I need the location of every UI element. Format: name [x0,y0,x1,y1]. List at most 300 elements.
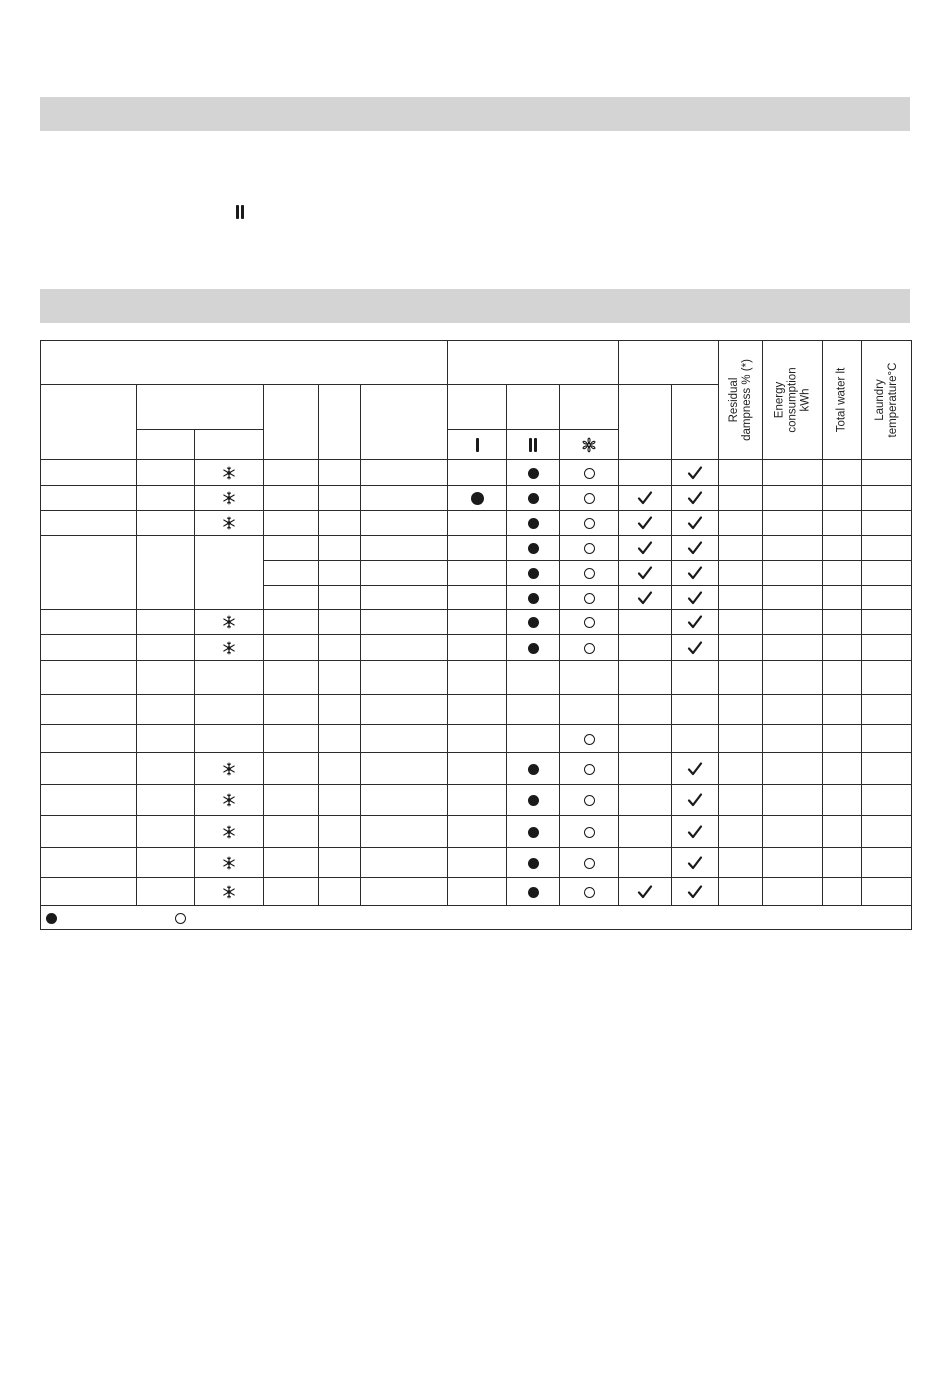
table-cell [41,878,137,906]
table-cell [41,460,137,486]
table-row [41,785,912,816]
filled-dot-icon [528,568,539,579]
table-cell [823,695,862,725]
table-cell [862,816,912,848]
table-cell-option-1 [619,695,672,725]
table-cell [264,561,319,586]
table-cell [763,486,823,511]
hollow-circle-icon [584,827,595,838]
table-row [41,753,912,785]
table-cell [195,536,264,610]
table-cell-level-fan [560,878,619,906]
table-cell-level-2 [507,586,560,610]
table-cell-option-2 [672,635,719,661]
legend-row [41,906,912,930]
header-total-water [823,341,862,460]
table-cell [763,661,823,695]
table-cell-level-1 [448,816,507,848]
total-water-label: Total water lt [835,367,848,433]
table-cell [862,536,912,561]
table-cell [361,511,448,536]
table-cell [763,753,823,785]
table-row [41,460,912,486]
table-cell-level-2 [507,511,560,536]
table-cell [719,725,763,753]
table-cell [823,753,862,785]
table-cell-level-fan [560,635,619,661]
header-cell-programme [41,341,448,385]
hollow-circle-icon [584,493,595,504]
table-cell-level-2 [507,816,560,848]
table-cell [719,878,763,906]
table-cell [361,486,448,511]
table-cell-level-1 [448,635,507,661]
table-cell-option-2 [672,725,719,753]
header-cell [137,430,195,460]
table-cell [41,816,137,848]
header-cell [319,385,361,460]
table-cell [137,816,195,848]
hollow-circle-icon [584,518,595,529]
table-cell [823,586,862,610]
table-cell-option-1 [619,848,672,878]
snowflake-icon [222,793,236,807]
table-cell-option-2 [672,586,719,610]
table-row [41,816,912,848]
snowflake-icon [222,516,236,530]
table-cell [763,586,823,610]
table-cell [41,635,137,661]
table-cell [41,725,137,753]
table-cell [361,725,448,753]
table-cell [319,536,361,561]
table-cell-level-fan [560,460,619,486]
fan-icon [581,437,597,453]
table-cell [137,661,195,695]
table-cell [319,816,361,848]
table-cell-level-2 [507,635,560,661]
table-cell [719,486,763,511]
table-cell-level-2 [507,460,560,486]
table-cell [41,848,137,878]
table-cell-level-2 [507,848,560,878]
snowflake-icon [222,641,236,655]
hollow-circle-icon [584,643,595,654]
table-cell-level-fan [560,848,619,878]
table-cell-level-fan [560,486,619,511]
table-cell-option-2 [672,536,719,561]
table-row [41,725,912,753]
table-cell [862,610,912,635]
table-cell [41,695,137,725]
table-cell [264,460,319,486]
table-cell [763,610,823,635]
table-cell [763,695,823,725]
table-cell [719,753,763,785]
table-cell-level-1 [448,561,507,586]
table-cell-level-1 [448,725,507,753]
table-cell [361,816,448,848]
checkmark-icon [686,490,704,506]
table-cell [41,753,137,785]
header-cell [41,385,137,460]
table-cell [763,635,823,661]
checkmark-icon [636,540,654,556]
header-cell [448,385,507,430]
table-cell [361,536,448,561]
table-cell [41,661,137,695]
table-cell-level-fan [560,785,619,816]
table-cell-option-2 [672,848,719,878]
residual-dampness-label: Residual dampness % (*) [727,359,753,441]
header-cell [560,385,619,430]
table-cell [823,536,862,561]
table-cell [763,848,823,878]
table-cell-option-2 [672,561,719,586]
table-cell-snow [195,725,264,753]
table-cell [264,586,319,610]
table-cell [763,536,823,561]
section-header-bar-1 [40,97,910,131]
table-cell [823,511,862,536]
table-cell [264,785,319,816]
header-cell [361,385,448,460]
table-cell [823,878,862,906]
table-cell [862,725,912,753]
table-cell [361,695,448,725]
table-cell [823,785,862,816]
header-cell [195,430,264,460]
table-cell [719,460,763,486]
table-row [41,511,912,536]
table-cell [264,661,319,695]
table-cell-option-1 [619,878,672,906]
table-cell [319,878,361,906]
section-header-bar-2 [40,289,910,323]
hollow-circle-icon [584,593,595,604]
table-cell [361,635,448,661]
filled-dot-icon [528,858,539,869]
snowflake-icon [222,491,236,505]
double-bar-icon [528,438,538,452]
table-cell-snow [195,816,264,848]
table-cell [41,486,137,511]
table-cell [137,785,195,816]
snowflake-icon [222,615,236,629]
table-cell [319,561,361,586]
table-cell-snow [195,753,264,785]
header-cell-drying-level [448,341,619,385]
hollow-circle-icon [584,764,595,775]
header-cell-options [619,341,719,385]
hollow-circle-icon [584,468,595,479]
table-cell [719,848,763,878]
table-cell [719,511,763,536]
checkmark-icon [686,761,704,777]
table-cell [264,511,319,536]
table-row [41,536,912,561]
table-cell [719,661,763,695]
table-cell [319,486,361,511]
table-cell [319,695,361,725]
table-cell-option-2 [672,753,719,785]
table-cell [264,848,319,878]
table-cell [823,816,862,848]
table-cell-level-fan [560,816,619,848]
checkmark-icon [636,884,654,900]
table-cell-level-2 [507,753,560,785]
table-cell-snow [195,610,264,635]
table-cell [137,848,195,878]
checkmark-icon [636,590,654,606]
checkmark-icon [636,565,654,581]
table-cell [823,486,862,511]
table-cell [823,635,862,661]
table-cell-level-1 [448,511,507,536]
table-cell [319,785,361,816]
table-cell-snow [195,460,264,486]
checkmark-icon [686,540,704,556]
table-cell [264,536,319,561]
header-cell [619,385,672,460]
table-cell-level-fan [560,695,619,725]
table-cell-level-2 [507,536,560,561]
table-cell [763,816,823,848]
table-cell-option-1 [619,753,672,785]
checkmark-icon [686,465,704,481]
table-cell [41,536,137,610]
header-cell [137,385,264,430]
table-cell-level-1 [448,586,507,610]
table-cell [763,460,823,486]
laundry-temperature-label: Laundry temperature°C [873,362,899,438]
table-cell [862,561,912,586]
header-level-2 [507,430,560,460]
table-cell [137,695,195,725]
filled-dot-icon [528,543,539,554]
checkmark-icon [686,855,704,871]
table-cell [719,536,763,561]
table-cell-level-fan [560,511,619,536]
table-cell [719,561,763,586]
table-cell-level-2 [507,610,560,635]
table-cell-level-2 [507,785,560,816]
checkmark-icon [686,640,704,656]
table-cell-level-2 [507,661,560,695]
table-cell [264,878,319,906]
table-row [41,848,912,878]
table-cell [41,785,137,816]
table-cell [719,816,763,848]
table-cell-option-1 [619,725,672,753]
checkmark-icon [686,565,704,581]
table-row [41,878,912,906]
table-cell-option-2 [672,511,719,536]
table-cell-level-1 [448,610,507,635]
filled-dot-icon [528,468,539,479]
snowflake-icon [222,466,236,480]
table-cell [823,848,862,878]
table-cell [719,695,763,725]
table-cell [319,460,361,486]
table-cell-level-1 [448,785,507,816]
filled-dot-icon [528,795,539,806]
checkmark-icon [686,614,704,630]
table-cell-option-1 [619,816,672,848]
table-cell [823,661,862,695]
double-bar-icon [234,205,245,220]
table-cell [41,511,137,536]
table-cell [862,486,912,511]
table-cell-level-fan [560,725,619,753]
table-cell [137,725,195,753]
table-cell-snow [195,848,264,878]
hollow-circle-icon [175,913,186,924]
table-cell-option-1 [619,610,672,635]
table-row [41,486,912,511]
programme-table [40,340,912,930]
table-cell-level-2 [507,561,560,586]
table-cell-option-2 [672,486,719,511]
table-cell [137,635,195,661]
table-cell [361,848,448,878]
table-cell-level-1 [448,460,507,486]
filled-dot-icon [528,643,539,654]
table-cell [862,460,912,486]
table-cell-option-2 [672,610,719,635]
table-cell [862,695,912,725]
table-cell-option-2 [672,785,719,816]
filled-dot-icon [528,827,539,838]
snowflake-icon [222,762,236,776]
table-cell [763,561,823,586]
hollow-circle-icon [584,887,595,898]
checkmark-icon [636,490,654,506]
table-cell [361,586,448,610]
table-cell [137,486,195,511]
table-cell-snow [195,511,264,536]
table-cell [319,586,361,610]
filled-dot-icon [528,887,539,898]
table-cell [264,725,319,753]
table-cell [862,848,912,878]
table-cell-snow [195,785,264,816]
table-cell [319,725,361,753]
table-cell [719,610,763,635]
table-cell-level-fan [560,610,619,635]
table-cell [862,661,912,695]
table-cell-option-1 [619,661,672,695]
table-cell-level-fan [560,561,619,586]
table-cell [319,511,361,536]
header-cell [264,385,319,460]
table-cell [264,610,319,635]
table-cell [264,635,319,661]
filled-dot-icon [528,593,539,604]
table-cell-level-1 [448,753,507,785]
table-cell-level-1 [448,536,507,561]
table-cell [823,725,862,753]
checkmark-icon [686,515,704,531]
table-cell [719,785,763,816]
header-laundry-temperature [862,341,912,460]
checkmark-icon [686,884,704,900]
hollow-circle-icon [584,734,595,745]
hollow-circle-icon [584,568,595,579]
header-energy-consumption [763,341,823,460]
table-cell-level-fan [560,753,619,785]
table-cell [137,878,195,906]
table-cell-option-2 [672,816,719,848]
snowflake-icon [222,885,236,899]
table-cell [763,785,823,816]
hollow-circle-icon [584,858,595,869]
hollow-circle-icon [584,543,595,554]
table-cell [719,635,763,661]
table-cell-level-1 [448,661,507,695]
table-cell [137,536,195,610]
table-cell-option-2 [672,695,719,725]
table-cell [319,753,361,785]
checkmark-icon [686,824,704,840]
filled-dot-icon [528,493,539,504]
table-cell [763,511,823,536]
checkmark-icon [686,590,704,606]
checkmark-icon [686,792,704,808]
table-cell [264,486,319,511]
table-cell-level-2 [507,725,560,753]
filled-dot-icon [46,913,57,924]
table-cell-option-1 [619,460,672,486]
table-cell-option-1 [619,785,672,816]
table-cell-level-1 [448,486,507,511]
table-cell-option-2 [672,460,719,486]
table-cell [361,561,448,586]
table-cell-option-2 [672,661,719,695]
table-cell [862,586,912,610]
table-cell [862,785,912,816]
table-cell-option-1 [619,536,672,561]
table-cell [862,878,912,906]
table-cell [361,610,448,635]
table-cell-level-2 [507,486,560,511]
table-cell [862,511,912,536]
table-cell [763,878,823,906]
header-residual-dampness [719,341,763,460]
table-cell [361,661,448,695]
table-cell [137,460,195,486]
table-cell [823,460,862,486]
table-cell-snow [195,878,264,906]
table-cell [361,878,448,906]
table-cell-level-1 [448,848,507,878]
table-cell-option-1 [619,561,672,586]
filled-dot-icon [528,617,539,628]
checkmark-icon [636,515,654,531]
hollow-circle-icon [584,617,595,628]
header-level-fan [560,430,619,460]
table-row [41,661,912,695]
filled-dot-icon [528,518,539,529]
table-cell [823,610,862,635]
table-cell [137,610,195,635]
table-cell [137,753,195,785]
table-cell-option-1 [619,586,672,610]
energy-consumption-label: Energy consumption kWh [773,367,812,433]
single-bar-icon [476,438,479,452]
table-cell [719,586,763,610]
table-cell [41,610,137,635]
